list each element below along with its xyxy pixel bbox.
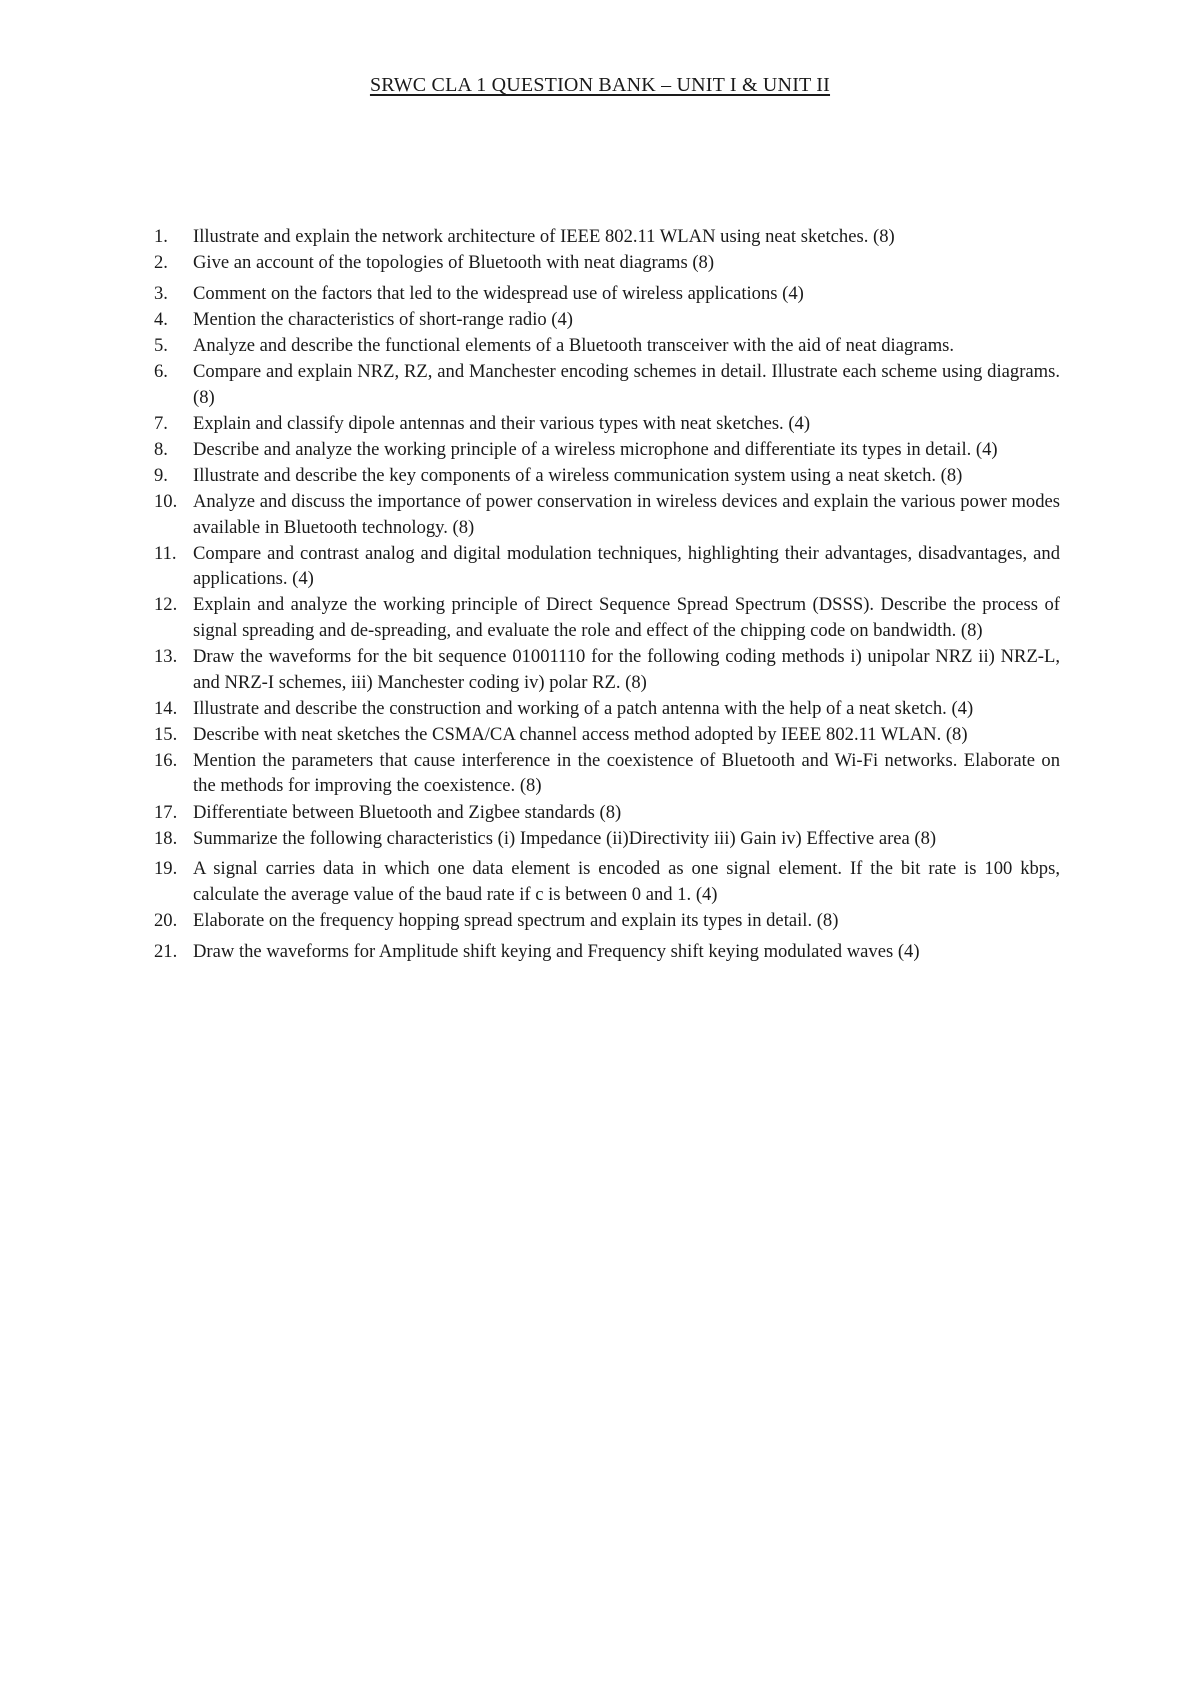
question-number: 13. [154,646,178,667]
question-text: Give an account of the topologies of Bluetooth with neat diagrams (8) [193,252,715,274]
question-number: 15. [154,723,178,745]
question-number: 20. [154,909,178,931]
question-item-15 [154,722,1060,748]
question-text: Explain and analyze the working principle of Direct Sequence Spread Spectrum (DSSS). Describe the process of signal spreading and de-spreading, and evaluate the role and effect of the chipping code on bandwidth. (8) [193,594,1060,641]
question-item-4 [154,307,1060,333]
question-text: Draw the waveforms for Amplitude shift keying and Frequency shift keying modulated waves (4) [193,940,920,962]
question-text: Differentiate between Bluetooth and Zigbee standards (8) [193,801,622,823]
question-number: 16. [154,749,178,771]
question-number: 11. [154,542,177,564]
question-text: Comment on the factors that led to the widespread use of wireless applications (4) [193,282,804,304]
page-title: SRWC CLA 1 QUESTION BANK – UNIT I & UNIT II [369,74,831,96]
question-text: Compare and explain NRZ, RZ, and Manchester encoding schemes in detail. Illustrate each scheme using diagrams. (8) [193,360,1060,408]
question-number: 3. [154,282,168,304]
question-list [154,224,1060,965]
question-number: 12. [154,594,178,616]
question-item-16 [154,748,1060,799]
question-number: 10. [154,490,178,512]
question-text: Elaborate on the frequency hopping spread spectrum and explain its types in detail. (8) [193,909,839,931]
question-text: Analyze and describe the functional elements of a Bluetooth transceiver with the aid of neat diagrams. [193,334,955,356]
question-text: Describe with neat sketches the CSMA/CA channel access method adopted by IEEE 802.11 WLAN. (8) [193,723,968,745]
question-item-7 [154,411,1060,437]
question-text: Mention the characteristics of short-range radio (4) [193,308,573,330]
question-item-12 [154,592,1060,643]
question-item-2 [154,250,1060,276]
question-text: Illustrate and describe the construction and working of a patch antenna with the help of a neat sketch. (4) [193,697,974,719]
question-item-11 [154,541,1060,592]
question-item-9 [154,463,1060,489]
question-number: 1. [154,226,168,247]
question-number: 19. [154,858,178,880]
question-number: 2. [154,252,168,274]
question-item-3 [154,281,1060,307]
question-number: 9. [154,464,168,486]
question-item-18 [154,826,1060,852]
question-item-10 [154,489,1060,540]
question-number: 14. [154,697,178,719]
question-text: A signal carries data in which one data element is encoded as one signal element. If the bit rate is 100 kbps, calculate the average value of the baud rate if c is between 0 and 1. (4) [193,858,1060,905]
question-text: Draw the waveforms for the bit sequence 01001110 for the following coding methods i) unipolar NRZ ii) NRZ-L, and NRZ-I schemes, iii) Manchester coding iv) polar RZ. (8) [193,646,1060,693]
question-item-8 [154,437,1060,463]
question-number: 4. [154,308,168,330]
question-number: 5. [154,334,168,356]
question-number: 17. [154,801,178,823]
question-item-19 [154,856,1060,907]
question-text: Illustrate and describe the key components of a wireless communication system using a neat sketch. (8) [193,464,963,486]
question-number: 18. [154,827,178,849]
question-text: Describe and analyze the working principle of a wireless microphone and differentiate its types in detail. (4) [193,438,998,460]
question-text: Summarize the following characteristics (i) Impedance (ii)Directivity iii) Gain iv) Effective area (8) [193,827,937,849]
question-number: 21. [154,940,178,962]
question-item-21 [154,939,1060,965]
question-text: Illustrate and explain the network architecture of IEEE 802.11 WLAN using neat sketches. (8) [193,226,895,247]
question-number: 8. [154,438,168,460]
question-text: Compare and contrast analog and digital modulation techniques, highlighting their advantages, disadvantages, and applications. (4) [193,542,1060,590]
question-number: 7. [154,412,168,434]
question-number: 6. [154,360,168,382]
question-item-1 [154,224,1060,250]
question-item-13 [154,644,1060,695]
question-item-14 [154,696,1060,722]
question-item-5 [154,333,1060,359]
question-text: Explain and classify dipole antennas and their various types with neat sketches. (4) [193,412,811,434]
question-text: Mention the parameters that cause interference in the coexistence of Bluetooth and Wi-Fi networks. Elaborate on the methods for improving the coexistence. (8) [193,749,1060,797]
question-item-20 [154,908,1060,934]
question-item-17 [154,800,1060,826]
question-item-6 [154,359,1060,410]
question-text: Analyze and discuss the importance of power conservation in wireless devices and explain the various power modes available in Bluetooth technology. (8) [193,490,1060,538]
